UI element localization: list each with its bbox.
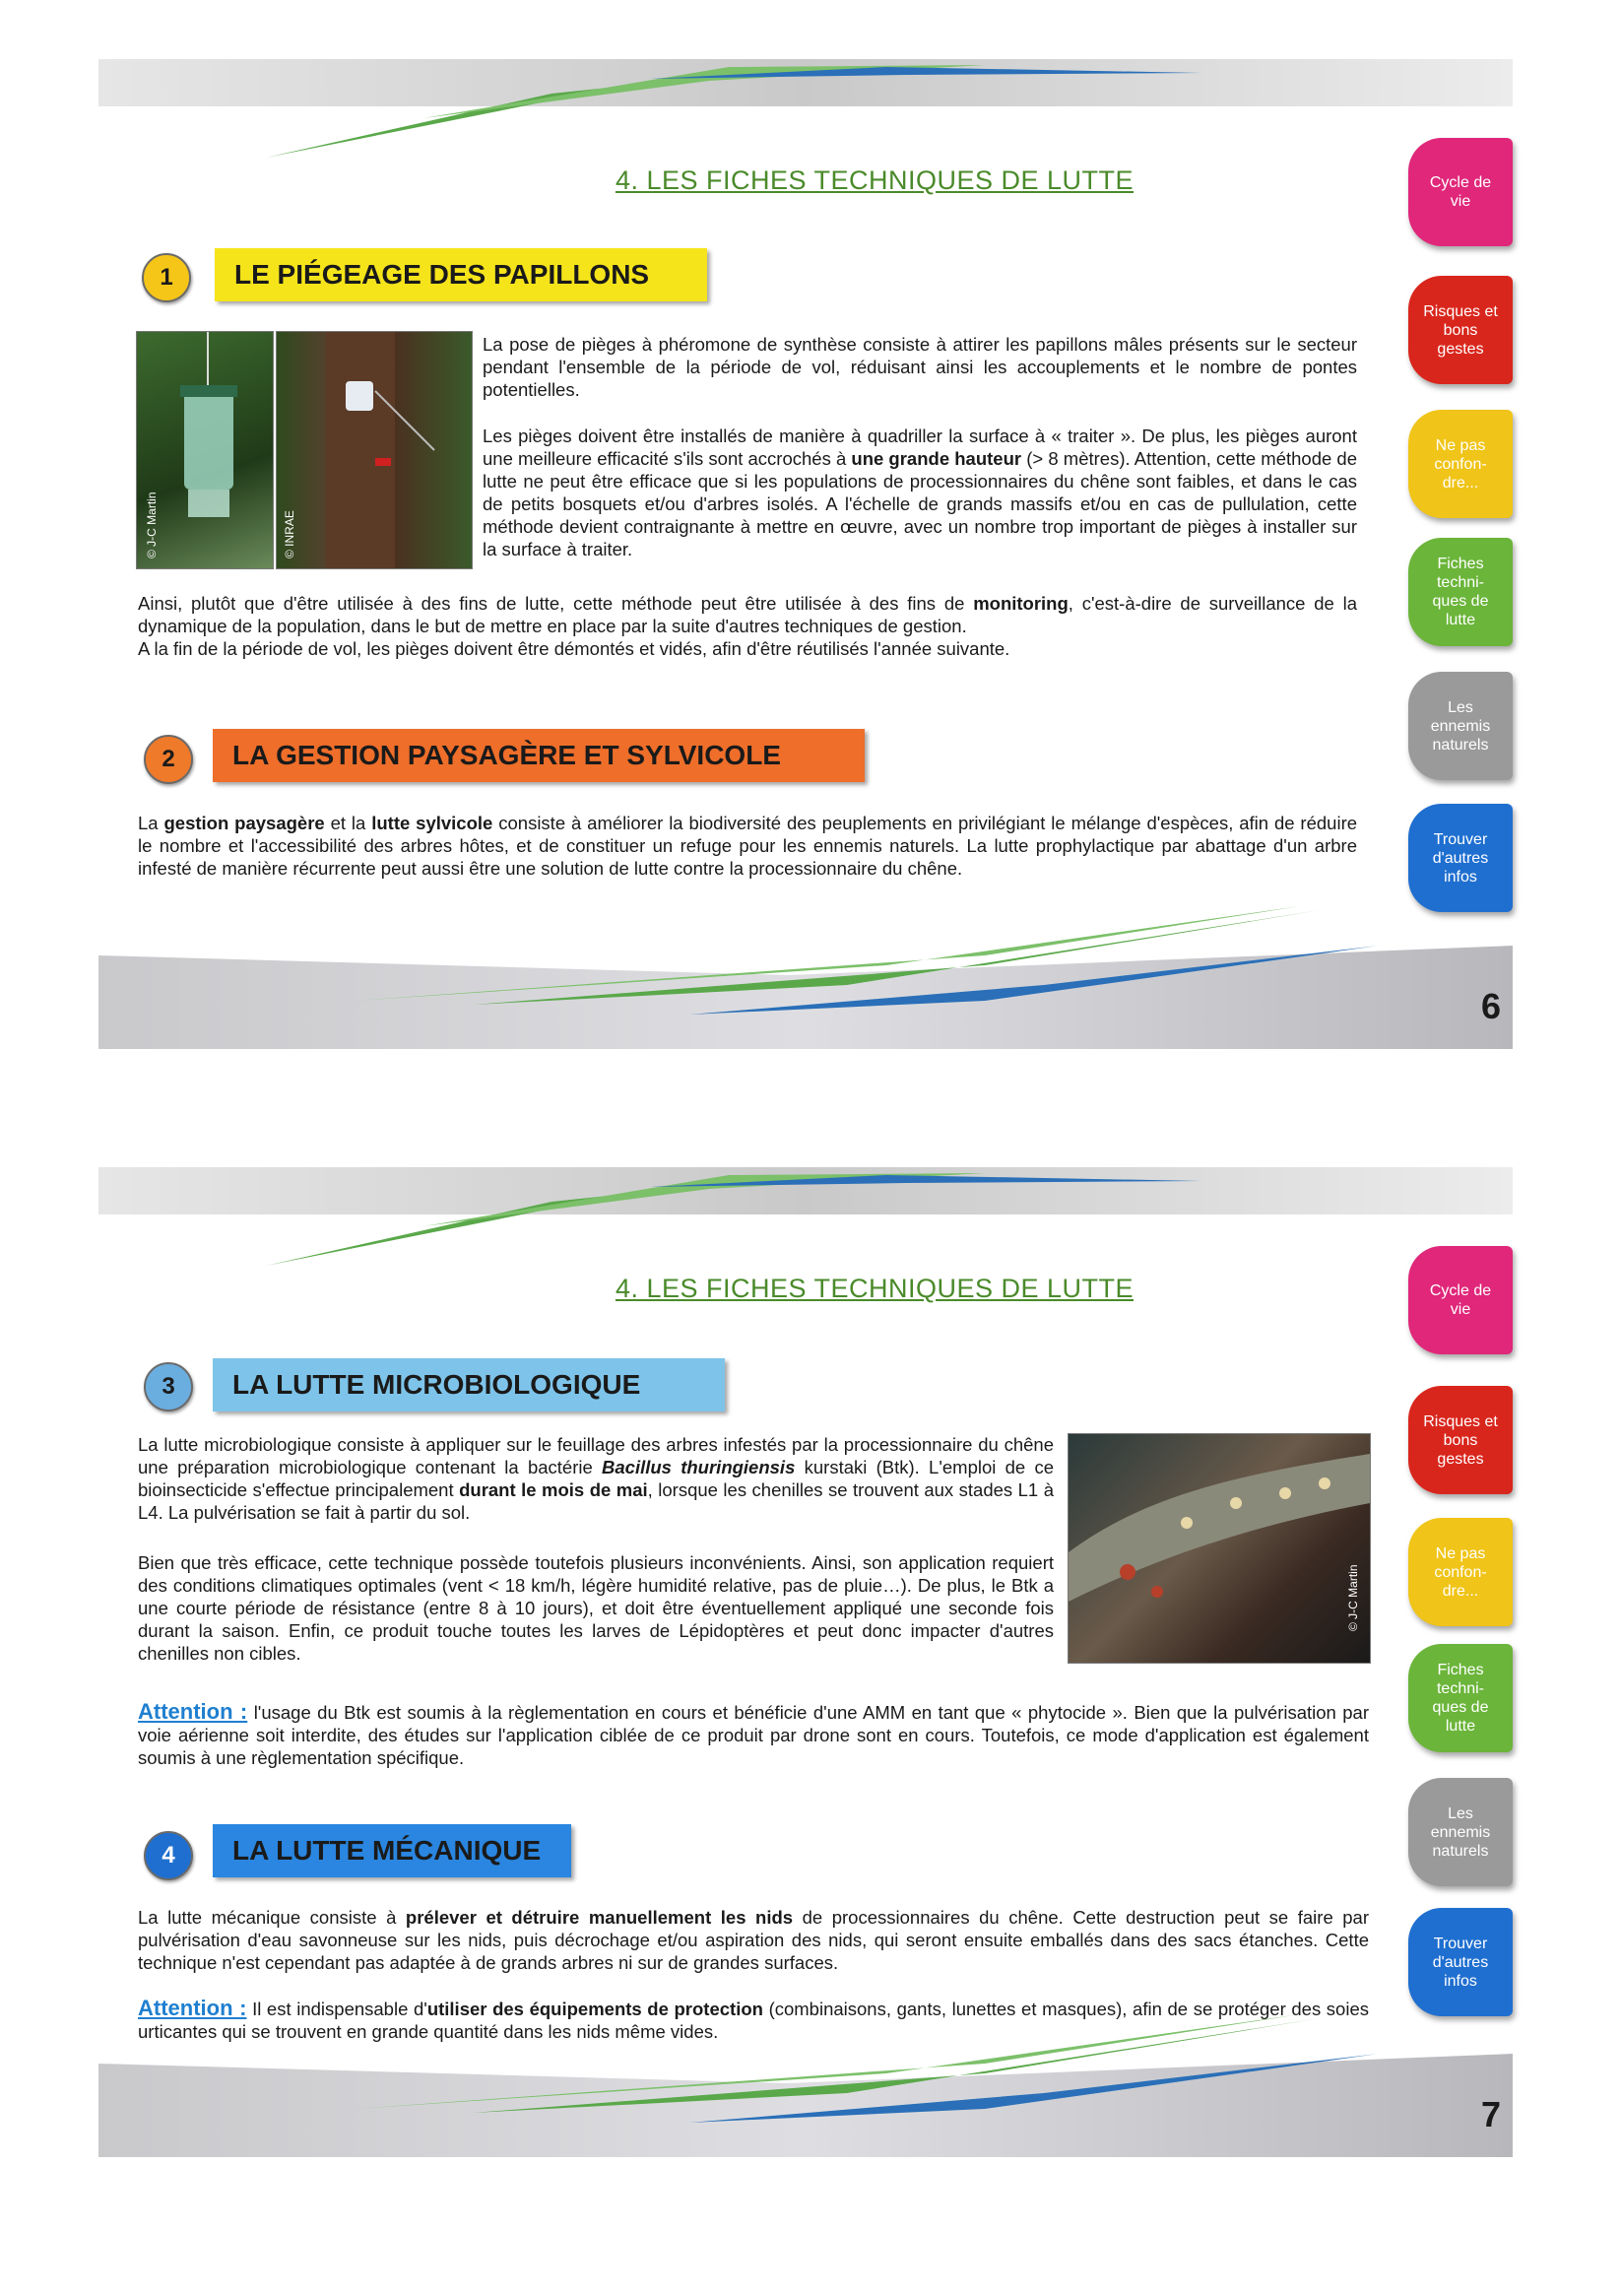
paragraph: Bien que très efficace, cette technique possède toutefois plusieurs inconvénients. Ainsi, son application requiert des conditions climatiques optimales (vent < 18 km/h, légère humidité relative, pas de pluie…). De plus, le Btk a une courte période de résistance (entre 8 à 10 jours), et doit être éventuellement appliqué une seconde fois durant la saison. Enfin, ce produit touche toutes les larves de Lépidoptères et peut donc impacter d'autres chenilles non cibles. (138, 1552, 1054, 1664)
tab-cycle-de-vie[interactable]: Cycle de vie (1408, 1246, 1513, 1354)
tab-ennemis-naturels[interactable]: Les ennemis naturels (1408, 672, 1513, 780)
section-number-badge: 1 (142, 253, 191, 302)
attention-label: Attention : (138, 1699, 248, 1724)
section-title: LA LUTTE MÉCANIQUE (213, 1824, 571, 1877)
section-heading: 4. LES FICHES TECHNIQUES DE LUTTE (615, 1274, 1135, 1303)
paragraph: A la fin de la période de vol, les pièges doivent être démontés et vidés, afin d'être réutilisés l'année suivante. (138, 638, 1010, 659)
section-heading: 4. LES FICHES TECHNIQUES DE LUTTE (615, 165, 1135, 195)
paragraph: La gestion paysagère et la lutte sylvicole consiste à améliorer la biodiversité des peuplements en privilégiant le mélange d'espèces, afin de réduire le nombre et l'accessibilité des arbres hôtes, et de constituer un refuge pour les ennemis naturels. La lutte prophylactique par abattage d'un arbre infesté de manière récurrente peut aussi être une solution de lutte contre la processionnaire du chêne. (138, 813, 1358, 879)
section-number-badge: 2 (144, 735, 193, 784)
pheromone-trap-photo (136, 331, 274, 569)
paragraph: La lutte microbiologique consiste à appliquer sur le feuillage des arbres infestés par la processionnaire du chêne une préparation microbiologique contenant la bactérie Bacillus thuringiensis kurstaki (Btk). L'emploi de ce bioinsecticide s'effectue principalement durant le mois de mai, lorsque les chenilles se trouvent aux stades L1 à L4. La pulvérisation se fait à partir du sol. (138, 1434, 1054, 1523)
tab-cycle-de-vie[interactable]: Cycle de vie (1408, 138, 1513, 246)
section-number-badge: 4 (144, 1831, 193, 1880)
tab-risques-bons-gestes[interactable]: Risques et bons gestes (1408, 1386, 1513, 1494)
attention-label: Attention : (138, 1996, 247, 2020)
caterpillars-photo (1068, 1433, 1371, 1664)
photo-credit: © J-C Martin (145, 492, 159, 558)
paragraph: Ainsi, plutôt que d'être utilisée à des fins de lutte, cette méthode peut être utilisée à des fins de monitoring, c'est-à-dire de surveillance de la dynamique de la population, dans le but de mettre en place par la suite d'autres techniques de gestion. (138, 593, 1357, 636)
header-band (98, 59, 1513, 167)
tab-fiches-techniques[interactable]: Fiches techni-ques de lutte (1408, 1644, 1513, 1752)
tab-ne-pas-confondre[interactable]: Ne pas confon-dre... (1408, 1518, 1513, 1626)
header-band (98, 1167, 1513, 1276)
tab-fiches-techniques[interactable]: Fiches techni-ques de lutte (1408, 538, 1513, 646)
tab-ennemis-naturels[interactable]: Les ennemis naturels (1408, 1778, 1513, 1886)
footer-band (98, 906, 1513, 1049)
paragraph: La pose de pièges à phéromone de synthèse consiste à attirer les papillons mâles présents sur le secteur pendant l'ensemble de la période de vol, réduisant ainsi les accouplements et le nombre de pontes potentielles. (483, 334, 1357, 400)
tab-ne-pas-confondre[interactable]: Ne pas confon-dre... (1408, 410, 1513, 518)
footer-band (98, 2014, 1513, 2157)
attention-note: Attention : Il est indispensable d'utiliser des équipements de protection (combinaisons, gants, lunettes et masques), afin de se protéger des soies urticantes qui se trouvent en grande quantité dans les nids même vides. (138, 1996, 1369, 2042)
page-6 (98, 59, 1513, 1049)
section-title: LA GESTION PAYSAGÈRE ET SYLVICOLE (213, 729, 865, 782)
tree-trap-photo (276, 331, 473, 569)
tab-risques-bons-gestes[interactable]: Risques et bons gestes (1408, 276, 1513, 384)
page-7 (98, 1167, 1513, 2157)
page-number: 6 (1480, 986, 1501, 1026)
page-number: 7 (1480, 2094, 1501, 2134)
tab-trouver-infos[interactable]: Trouver d'autres infos (1408, 1908, 1513, 2016)
tab-trouver-infos[interactable]: Trouver d'autres infos (1408, 804, 1513, 912)
section-title: LA LUTTE MICROBIOLOGIQUE (213, 1358, 725, 1411)
paragraph: Les pièges doivent être installés de manière à quadriller la surface à « traiter ». De plus, les pièges auront une meilleure efficacité s'ils sont accrochés à une grande hauteur (> 8 mètres). Attention, cette méthode de lutte ne peut être efficace que si les populations de processionnaires du chêne sont faibles, et dans le cas de petits bosquets et/ou d'arbres isolés. A l'échelle de grands massifs et/ou en cas de pullulation, cette méthode devient contraignante à mettre en œuvre, avec un nombre trop important de pièges à installer sur la surface à traiter. (483, 426, 1358, 559)
section-title: LE PIÉGEAGE DES PAPILLONS (215, 248, 707, 301)
section-number-badge: 3 (144, 1362, 193, 1411)
photo-credit: © J-C Martin (1346, 1564, 1360, 1631)
paragraph: La lutte mécanique consiste à prélever et détruire manuellement les nids de processionnaires du chêne. Cette destruction peut se faire par pulvérisation d'eau savonneuse sur les nids, puis décrochage et/ou aspiration des nids, qui seront ensuite emballés dans des sacs étanches. Cette technique n'est cependant pas adaptée à de grands arbres ni sur de grandes surfaces. (138, 1907, 1370, 1973)
attention-note: Attention : l'usage du Btk est soumis à la règlementation en cours et bénéficie d'une AMM en tant que « phytocide ». Bien que la pulvérisation par voie aérienne soit interdite, des études sur l'application ciblée de ce produit par drone sont en cours. Toutefois, ce mode d'application est également soumis à une règlementation spécifique. (138, 1699, 1369, 1768)
photo-credit: © INRAE (283, 510, 296, 558)
